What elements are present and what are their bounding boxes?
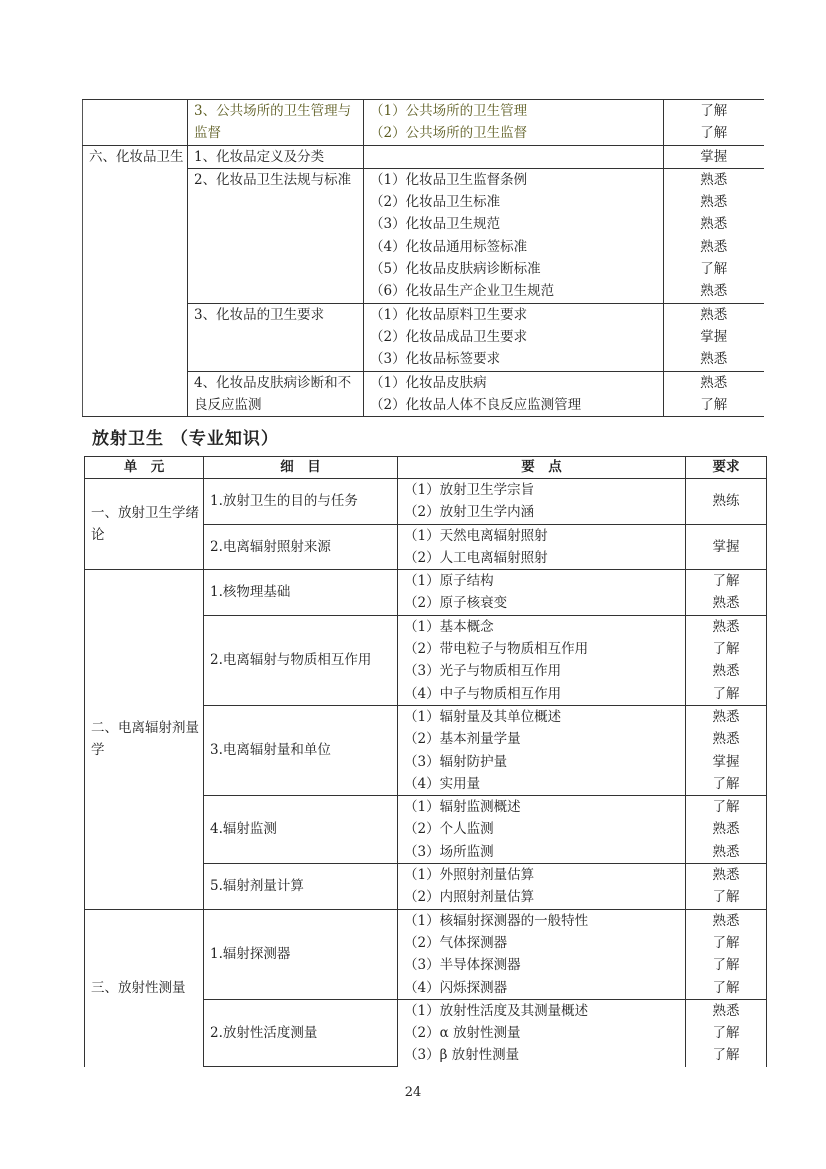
unit-cell (83, 100, 188, 146)
points-cell: （1）放射性活度及其测量概述 （2）α 放射性测量 （3）β 放射性测量 (398, 999, 686, 1066)
page-number: 24 (404, 1085, 422, 1100)
detail-cell: 1.核物理基础 (204, 570, 398, 616)
table-row (85, 570, 767, 616)
req-cell: 了解 熟悉 熟悉 (686, 796, 767, 864)
req-cell: 熟练 (686, 479, 767, 525)
unit-cell: 一、放射卫生学绪论 (85, 479, 204, 570)
detail-cell: 2.放射性活度测量 (204, 999, 398, 1066)
points-cell: （1）原子结构 （2）原子核衰变 (398, 570, 686, 616)
section-title: 放射卫生 （专业知识） (92, 429, 279, 449)
unit-cell: 六、化妆品卫生 (83, 145, 188, 417)
header-row (85, 457, 767, 479)
table-row (85, 479, 767, 525)
unit-cell: 二、电离辐射剂量学 (85, 570, 204, 909)
detail-cell: 1.放射卫生的目的与任务 (204, 479, 398, 525)
header-req: 要求 (686, 457, 767, 479)
points-cell: （1）化妆品皮肤病 （2）化妆品人体不良反应监测管理 (364, 371, 664, 417)
detail-cell: 2、化妆品卫生法规与标准 (188, 168, 364, 303)
header-unit: 单 元 (85, 457, 204, 479)
points-cell: （1）天然电离辐射照射 （2）人工电离辐射照射 (398, 524, 686, 570)
detail-cell: 3.电离辐射量和单位 (204, 705, 398, 795)
detail-cell: 5.辐射剂量计算 (204, 864, 398, 910)
points-cell: （1）辐射量及其单位概述 （2）基本剂量学量 （3）辐射防护量 （4）实用量 (398, 705, 686, 795)
table-row (83, 100, 764, 146)
req-cell: 熟悉 了解 (664, 371, 764, 417)
detail-cell: 2.电离辐射照射来源 (204, 524, 398, 570)
req-cell: 了解 了解 (664, 100, 764, 146)
points-cell: （1）基本概念 （2）带电粒子与物质相互作用 （3）光子与物质相互作用 （4）中子与物质相互作用 (398, 615, 686, 705)
detail-cell: 2.电离辐射与物质相互作用 (204, 615, 398, 705)
header-points: 要 点 (398, 457, 686, 479)
points-cell: （1）化妆品卫生监督条例 （2）化妆品卫生标准 （3）化妆品卫生规范 （4）化妆品通用标签标准 （5）化妆品皮肤病诊断标准 （6）化妆品生产企业卫生规范 (364, 168, 664, 303)
points-cell: （1）放射卫生学宗旨 （2）放射卫生学内涵 (398, 479, 686, 525)
req-cell: 熟悉 了解 了解 (686, 999, 767, 1066)
req-cell: 熟悉 掌握 熟悉 (664, 303, 764, 371)
main-table (84, 456, 767, 1067)
unit-cell: 三、放射性测量 (85, 909, 204, 1067)
req-cell: 熟悉 了解 (686, 864, 767, 910)
req-cell: 熟悉 熟悉 掌握 了解 (686, 705, 767, 795)
points-cell: （1）公共场所的卫生管理 （2）公共场所的卫生监督 (364, 100, 664, 146)
req-cell: 掌握 (664, 145, 764, 168)
points-cell: （1）辐射监测概述 （2）个人监测 （3）场所监测 (398, 796, 686, 864)
points-cell: （1）核辐射探测器的一般特性 （2）气体探测器 （3）半导体探测器 （4）闪烁探测器 (398, 909, 686, 999)
detail-cell: 1.辐射探测器 (204, 909, 398, 999)
req-cell: 熟悉 了解 了解 了解 (686, 909, 767, 999)
points-cell (364, 145, 664, 168)
detail-cell: 4.辐射监测 (204, 796, 398, 864)
detail-cell: 1、化妆品定义及分类 (188, 145, 364, 168)
req-cell: 掌握 (686, 524, 767, 570)
header-detail: 细 目 (204, 457, 398, 479)
detail-cell: 3、公共场所的卫生管理与监督 (188, 100, 364, 146)
points-cell: （1）外照射剂量估算 （2）内照射剂量估算 (398, 864, 686, 910)
req-cell: 熟悉 了解 熟悉 了解 (686, 615, 767, 705)
points-cell: （1）化妆品原料卫生要求 （2）化妆品成品卫生要求 （3）化妆品标签要求 (364, 303, 664, 371)
req-cell: 了解 熟悉 (686, 570, 767, 616)
table-row (83, 145, 764, 168)
req-cell: 熟悉 熟悉 熟悉 熟悉 了解 熟悉 (664, 168, 764, 303)
detail-cell: 3、化妆品的卫生要求 (188, 303, 364, 371)
top-table (82, 99, 764, 417)
detail-cell: 4、化妆品皮肤病诊断和不良反应监测 (188, 371, 364, 417)
table-row (85, 909, 767, 999)
